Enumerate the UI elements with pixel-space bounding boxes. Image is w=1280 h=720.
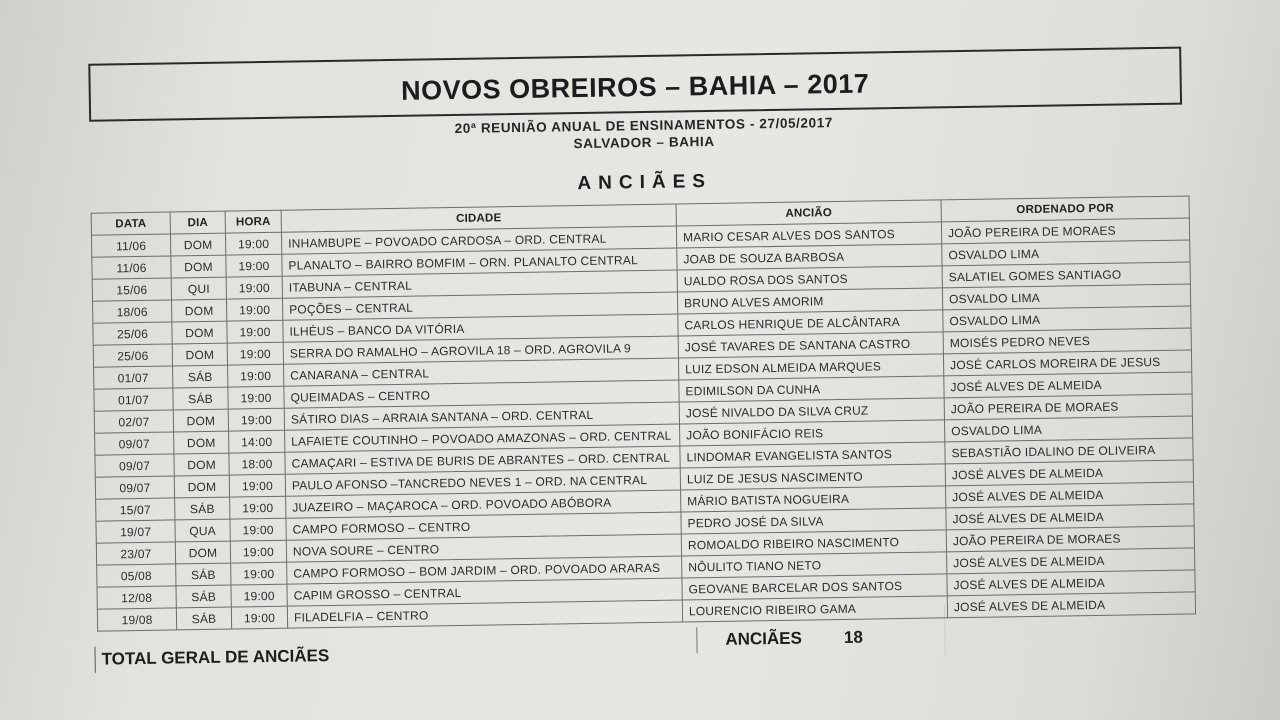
- cell-anciao: GEOVANE BARCELAR DOS SANTOS: [682, 574, 947, 600]
- cell-hora: 19:00: [231, 606, 287, 629]
- cell-anciao: MÁRIO BATISTA NOGUEIRA: [681, 486, 946, 512]
- column-header-dia: DIA: [170, 211, 225, 234]
- cell-anciao: LOURENCIO RIBEIRO GAMA: [682, 596, 947, 622]
- cell-data: 25/06: [93, 322, 172, 345]
- cell-data: 05/08: [97, 564, 176, 587]
- cell-hora: 19:00: [226, 298, 282, 321]
- cell-anciao: ROMOALDO RIBEIRO NASCIMENTO: [681, 530, 946, 556]
- cell-dia: DOM: [170, 233, 225, 256]
- cell-anciao: JOSÉ TAVARES DE SANTANA CASTRO: [678, 332, 943, 358]
- cell-anciao: CARLOS HENRIQUE DE ALCÂNTARA: [678, 310, 943, 336]
- cell-hora: 19:00: [230, 496, 286, 519]
- cell-data: 18/06: [93, 300, 172, 323]
- cell-anciao: LINDOMAR EVANGELISTA SANTOS: [680, 442, 945, 468]
- cell-dia: SÁB: [176, 585, 231, 608]
- column-header-cidade: CIDADE: [281, 204, 676, 232]
- cell-data: 15/06: [92, 278, 171, 301]
- cell-hora: 19:00: [225, 232, 281, 255]
- cell-anciao: LUIZ DE JESUS NASCIMENTO: [680, 464, 945, 490]
- cell-hora: 19:00: [226, 254, 282, 277]
- cell-data: 01/07: [94, 366, 173, 389]
- cell-dia: SÁB: [176, 607, 231, 630]
- column-header-anciao: ANCIÃO: [676, 200, 941, 226]
- cell-cidade: PAULO AFONSO –TANCREDO NEVES 1 – ORD. NA CENTRAL: [285, 468, 680, 496]
- cell-cidade: POÇÕES – CENTRAL: [282, 292, 677, 320]
- cell-anciao: JOÃO BONIFÁCIO REIS: [680, 420, 945, 446]
- cell-hora: 19:00: [230, 518, 286, 541]
- title-box: [88, 47, 1182, 122]
- cell-cidade: ILHÉUS – BANCO DA VITÓRIA: [283, 314, 678, 342]
- cell-hora: 19:00: [228, 364, 284, 387]
- cell-dia: SÁB: [173, 365, 228, 388]
- cell-data: 11/06: [92, 256, 171, 279]
- cell-data: 25/06: [93, 344, 172, 367]
- cell-data: 11/06: [91, 234, 170, 257]
- cell-ordenado-por: OSVALDO LIMA: [943, 306, 1191, 332]
- cell-dia: DOM: [173, 409, 228, 432]
- cell-ordenado-por: JOSÉ ALVES DE ALMEIDA: [947, 592, 1195, 618]
- cell-dia: DOM: [174, 431, 229, 454]
- cell-data: 19/08: [97, 608, 176, 631]
- bleed-through-divider: [944, 601, 1246, 656]
- cell-data: 23/07: [96, 542, 175, 565]
- cell-data: 09/07: [95, 432, 174, 455]
- cell-cidade: PLANALTO – BAIRRO BOMFIM – ORN. PLANALTO CENTRAL: [282, 248, 677, 276]
- cell-hora: 19:00: [231, 584, 287, 607]
- cell-ordenado-por: JOSÉ ALVES DE ALMEIDA: [947, 548, 1195, 574]
- cell-ordenado-por: JOÃO PEREIRA DE MORAES: [941, 218, 1189, 244]
- cell-dia: DOM: [175, 541, 230, 564]
- cell-cidade: CAMAÇARI – ESTIVA DE BURIS DE ABRANTES – ORD. CENTRAL: [285, 446, 680, 474]
- cell-ordenado-por: JOÃO PEREIRA DE MORAES: [944, 394, 1192, 420]
- cell-ordenado-por: OSVALDO LIMA: [942, 240, 1190, 266]
- cell-data: 02/07: [94, 410, 173, 433]
- cell-dia: QUI: [171, 277, 226, 300]
- cell-anciao: BRUNO ALVES AMORIM: [677, 288, 942, 314]
- cell-hora: 19:00: [229, 474, 285, 497]
- total-label: TOTAL GERAL DE ANCIÃES: [94, 643, 329, 673]
- count-value: 18: [843, 627, 863, 647]
- cell-cidade: INHAMBUPE – POVOADO CARDOSA – ORD. CENTRAL: [281, 226, 676, 254]
- cell-dia: DOM: [174, 475, 229, 498]
- column-header-ordenado-por: ORDENADO POR: [941, 196, 1189, 222]
- cell-dia: DOM: [171, 255, 226, 278]
- cell-ordenado-por: JOSÉ ALVES DE ALMEIDA: [946, 504, 1194, 530]
- page-title: NOVOS OBREIROS – BAHIA – 2017: [400, 68, 870, 106]
- cell-cidade: CAPIM GROSSO – CENTRAL: [287, 578, 682, 606]
- location-subtitle: SALVADOR – BAHIA: [573, 133, 715, 152]
- cell-hora: 19:00: [226, 276, 282, 299]
- cell-hora: 19:00: [228, 408, 284, 431]
- document-sheet: [35, 1, 1261, 720]
- cell-ordenado-por: OSVALDO LIMA: [944, 416, 1192, 442]
- cell-ordenado-por: SALATIEL GOMES SANTIAGO: [942, 262, 1190, 288]
- cell-hora: 19:00: [231, 562, 287, 585]
- count-block: [696, 625, 863, 654]
- cell-anciao: MARIO CESAR ALVES DOS SANTOS: [676, 222, 941, 248]
- cell-anciao: PEDRO JOSÉ DA SILVA: [681, 508, 946, 534]
- cell-dia: DOM: [174, 453, 229, 476]
- cell-data: 01/07: [94, 388, 173, 411]
- cell-data: 09/07: [95, 454, 174, 477]
- cell-ordenado-por: JOÃO PEREIRA DE MORAES: [946, 526, 1194, 552]
- cell-data: 12/08: [97, 586, 176, 609]
- cell-ordenado-por: JOSÉ ALVES DE ALMEIDA: [944, 372, 1192, 398]
- cell-dia: DOM: [171, 299, 226, 322]
- cell-dia: SÁB: [175, 497, 230, 520]
- cell-dia: DOM: [172, 343, 227, 366]
- ancioes-table: [91, 195, 1196, 631]
- cell-ordenado-por: MOISÉS PEDRO NEVES: [943, 328, 1191, 354]
- cell-anciao: NÔULITO TIANO NETO: [682, 552, 947, 578]
- cell-cidade: QUEIMADAS – CENTRO: [284, 380, 679, 408]
- cell-anciao: JOAB DE SOUZA BARBOSA: [677, 244, 942, 270]
- cell-dia: SÁB: [176, 563, 231, 586]
- cell-dia: QUA: [175, 519, 230, 542]
- count-label: ANCIÃES: [725, 628, 803, 649]
- cell-cidade: JUAZEIRO – MAÇAROCA – ORD. POVOADO ABÓBORA: [286, 490, 681, 518]
- cell-cidade: LAFAIETE COUTINHO – POVOADO AMAZONAS – ORD. CENTRAL: [285, 424, 680, 452]
- cell-anciao: EDIMILSON DA CUNHA: [679, 376, 944, 402]
- cell-ordenado-por: SEBASTIÃO IDALINO DE OLIVEIRA: [945, 438, 1193, 464]
- table-body: [91, 218, 1195, 631]
- column-header-hora: HORA: [225, 210, 281, 233]
- cell-ordenado-por: OSVALDO LIMA: [942, 284, 1190, 310]
- cell-cidade: SÁTIRO DIAS – ARRAIA SANTANA – ORD. CENTRAL: [284, 402, 679, 430]
- cell-ordenado-por: JOSÉ ALVES DE ALMEIDA: [946, 482, 1194, 508]
- cell-cidade: FILADELFIA – CENTRO: [287, 600, 682, 628]
- cell-ordenado-por: JOSÉ ALVES DE ALMEIDA: [947, 570, 1195, 596]
- cell-hora: 18:00: [229, 452, 285, 475]
- cell-dia: DOM: [172, 321, 227, 344]
- event-subtitle: 20ª REUNIÃO ANUAL DE ENSINAMENTOS - 27/05/2017: [454, 115, 834, 136]
- cell-data: 09/07: [95, 476, 174, 499]
- cell-cidade: CANARANA – CENTRAL: [284, 358, 679, 386]
- cell-hora: 19:00: [230, 540, 286, 563]
- cell-data: 15/07: [96, 498, 175, 521]
- cell-cidade: NOVA SOURE – CENTRO: [286, 534, 681, 562]
- cell-cidade: ITABUNA – CENTRAL: [282, 270, 677, 298]
- cell-anciao: UALDO ROSA DOS SANTOS: [677, 266, 942, 292]
- cell-hora: 19:00: [227, 320, 283, 343]
- cell-ordenado-por: JOSÉ ALVES DE ALMEIDA: [945, 460, 1193, 486]
- cell-ordenado-por: JOSÉ CARLOS MOREIRA DE JESUS: [943, 350, 1191, 376]
- section-title: ANCIÃES: [577, 170, 713, 195]
- cell-dia: SÁB: [173, 387, 228, 410]
- cell-anciao: LUIZ EDSON ALMEIDA MARQUES: [678, 354, 943, 380]
- cell-cidade: SERRA DO RAMALHO – AGROVILA 18 – ORD. AGROVILA 9: [283, 336, 678, 364]
- cell-hora: 19:00: [227, 342, 283, 365]
- cell-anciao: JOSÉ NIVALDO DA SILVA CRUZ: [679, 398, 944, 424]
- cell-cidade: CAMPO FORMOSO – CENTRO: [286, 512, 681, 540]
- cell-hora: 19:00: [228, 386, 284, 409]
- cell-data: 19/07: [96, 520, 175, 543]
- cell-cidade: CAMPO FORMOSO – BOM JARDIM – ORD. POVOADO ARARAS: [287, 556, 682, 584]
- column-header-data: DATA: [91, 212, 170, 235]
- cell-hora: 14:00: [229, 430, 285, 453]
